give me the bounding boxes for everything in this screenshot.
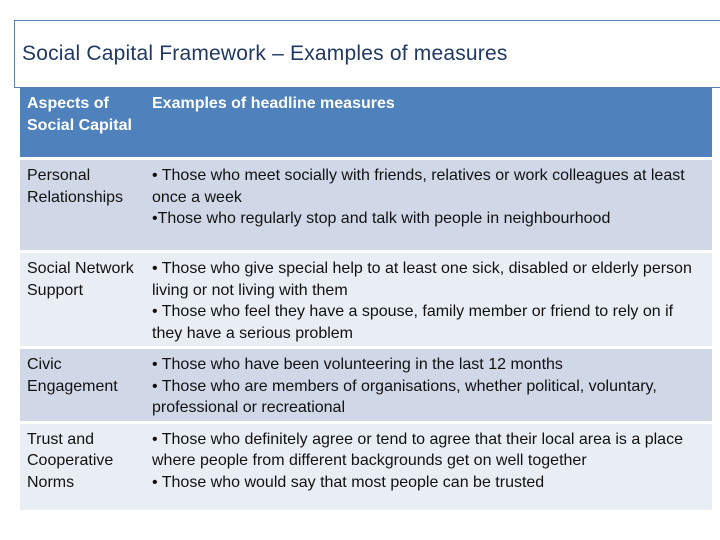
measure-item: • Those who feel they have a spouse, family member or friend to rely on if they have a serious problem xyxy=(152,303,674,342)
measure-item: •Those who regularly stop and talk with people in neighbourhood xyxy=(152,210,611,227)
slide-title: Social Capital Framework – Examples of measures xyxy=(22,42,508,65)
header-aspects: Aspects of Social Capital xyxy=(20,88,145,160)
measure-item: • Those who have been volunteering in the last 12 months xyxy=(152,356,563,373)
header-examples: Examples of headline measures xyxy=(145,88,712,160)
measure-item: • Those who are members of organisations, whether political, voluntary, professional or recreational xyxy=(152,377,657,416)
table-row xyxy=(20,160,712,253)
aspect-cell: Trust and Cooperative Norms xyxy=(20,424,145,513)
table-row xyxy=(20,349,712,424)
aspect-cell: Civic Engagement xyxy=(20,349,145,424)
measures-table xyxy=(20,88,712,513)
aspect-cell: Social Network Support xyxy=(20,253,145,349)
table-row xyxy=(20,424,712,513)
measure-item: • Those who definitely agree or tend to agree that their local area is a place where people from different backgrounds get on well together xyxy=(152,430,683,469)
measures-cell xyxy=(145,424,712,513)
measure-item: • Those who meet socially with friends, relatives or work colleagues at least once a week xyxy=(152,167,685,206)
measures-cell xyxy=(145,160,712,253)
measure-item: • Those who give special help to at least one sick, disabled or elderly person living or not living with them xyxy=(152,260,692,299)
measures-cell xyxy=(145,253,712,349)
measure-item: • Those who would say that most people can be trusted xyxy=(152,473,545,491)
aspect-cell: Personal Relationships xyxy=(20,160,145,253)
table-header-row xyxy=(20,88,712,160)
table-row xyxy=(20,253,712,349)
measures-cell xyxy=(145,349,712,424)
